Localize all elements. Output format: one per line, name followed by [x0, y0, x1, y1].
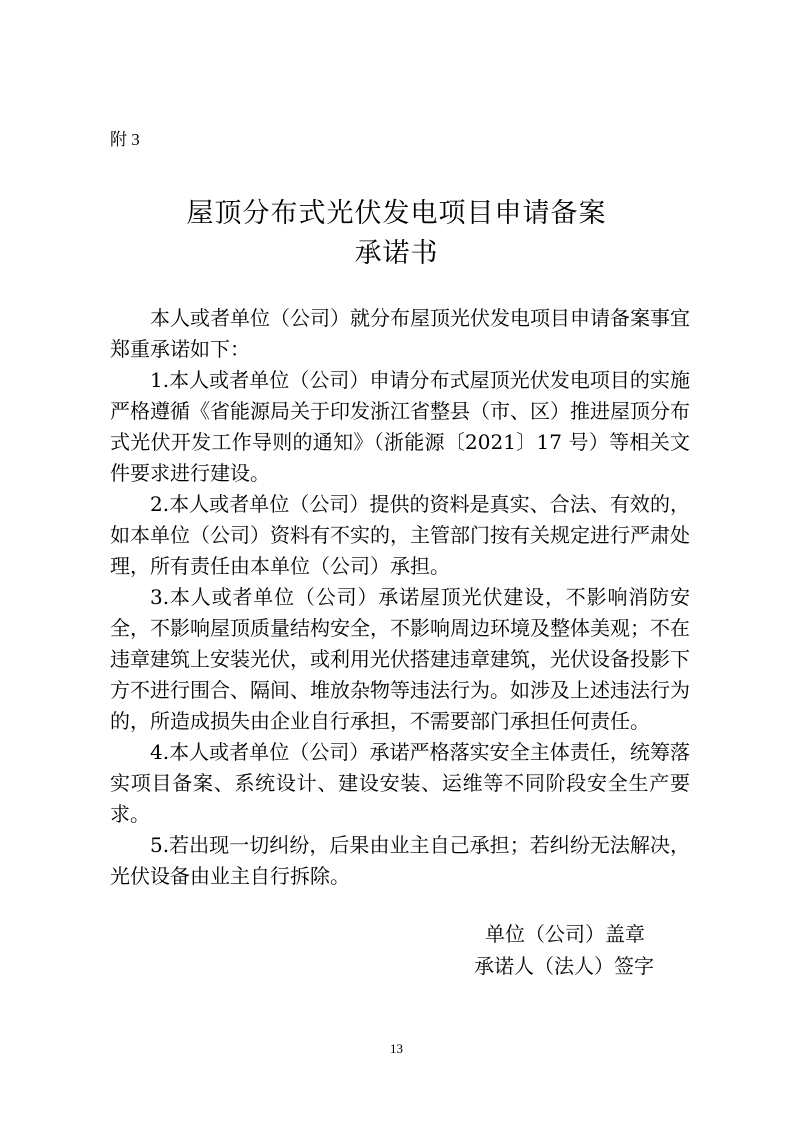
- document-subtitle: 承诺书: [354, 238, 439, 269]
- signer-line: 承诺人（法人）签字: [474, 954, 654, 978]
- annex-label: 附 3: [110, 130, 140, 149]
- commitment-item-5: 5.若出现一切纠纷，后果由业主自己承担；若纠纷无法解决，光伏设备由业主自行拆除。: [110, 833, 690, 888]
- commitment-body: [110, 303, 690, 892]
- company-seal-line: 单位（公司）盖章: [485, 922, 645, 946]
- commitment-item-2: 2.本人或者单位（公司）提供的资料是真实、合法、有效的，如本单位（公司）资料有不实的，主管部门按有关规定进行严肃处理，所有责任由本单位（公司）承担。: [110, 492, 690, 578]
- commitment-item-1: 1.本人或者单位（公司）申请分布式屋顶光伏发电项目的实施严格遵循《省能源局关于印发浙江省整县（市、区）推进屋顶分布式光伏开发工作导则的通知》（浙能源〔2021〕17 号）等相关文件要求进行建设。: [110, 368, 690, 485]
- commitment-item-3: 3.本人或者单位（公司）承诺屋顶光伏建设，不影响消防安全，不影响屋顶质量结构安全，不影响周边环境及整体美观；不在违章建筑上安装光伏，或利用光伏搭建违章建筑，光伏设备投影下方不进行围合、隔间、堆放杂物等违法行为。如涉及上述违法行为的，所造成损失由企业自行承担，不需要部门承担任何责任。: [110, 585, 690, 733]
- commitment-item-4: 4.本人或者单位（公司）承诺严格落实安全主体责任，统筹落实项目备案、系统设计、建设安装、运维等不同阶段安全生产要求。: [110, 740, 690, 826]
- intro-paragraph: 本人或者单位（公司）就分布屋顶光伏发电项目申请备案事宜郑重承诺如下：: [110, 306, 690, 361]
- document-title: 屋顶分布式光伏发电项目申请备案: [186, 198, 607, 229]
- page-number: 13: [390, 1041, 403, 1056]
